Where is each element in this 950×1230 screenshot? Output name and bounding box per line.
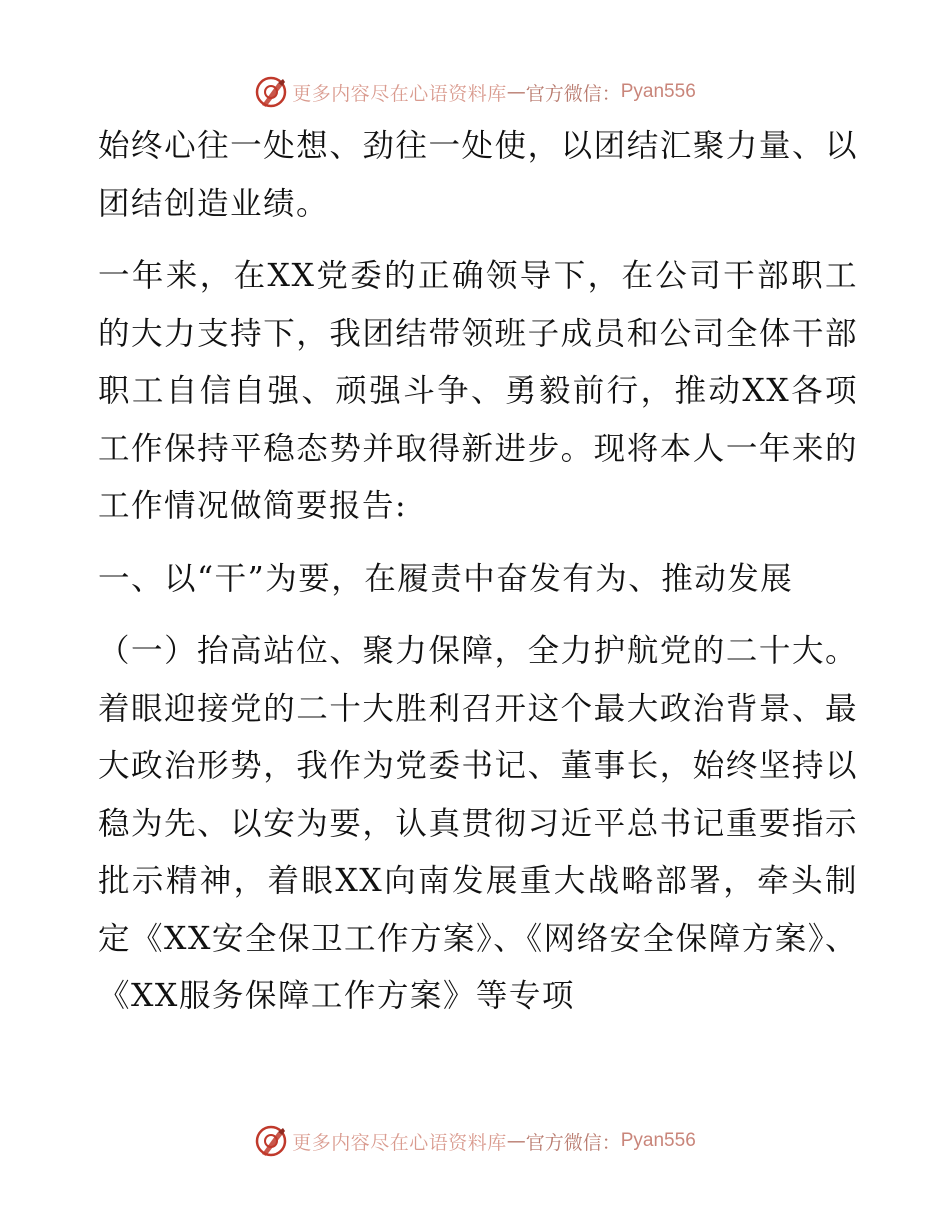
watermark-separator: — (506, 81, 526, 103)
paragraph-1: 始终心往一处想、劲往一处使，以团结汇聚力量、以团结创造业绩。 (98, 128, 858, 222)
paragraph-3: （一）抬高站位、聚力保障，全力护航党的二十大。着眼迎接党的二十大胜利召开这个最大政治背景、最大政治形势，我作为党委书记、董事长，始终坚持以稳为先、以安为要，认真贯彻习近平总书记重要指示批示精神，着眼XX向南发展重大战略部署，牵头制定《XX安全保卫工作方案》、《网络安全保障方案》、《XX服务保障工作方案》等专项 (98, 633, 858, 1014)
watermark-handle: Pyan556 (620, 81, 696, 102)
watermark-separator: — (506, 1130, 526, 1152)
watermark-official-text: 官方微信： (525, 82, 621, 105)
paragraph-2: 一年来，在XX党委的正确领导下，在公司干部职工的大力支持下，我团结带领班子成员和公司全体干部职工自信自强、顽强斗争、勇毅前行，推动XX各项工作保持平稳态势并取得新进步。现将本人一年来的工作情况做简要报告: (98, 258, 858, 524)
document-body (98, 118, 858, 1041)
watermark-main-text: 更多内容尽在心语资料库 (292, 82, 507, 105)
pen-logo-icon (254, 75, 288, 109)
watermark-footer (0, 1121, 950, 1161)
pen-logo-icon (254, 1124, 288, 1158)
section-heading-1: 一、以“干”为要，在履责中奋发有为、推动发展 (98, 560, 794, 597)
watermark-header (0, 72, 950, 112)
watermark-handle: Pyan556 (620, 1130, 696, 1151)
watermark-main-text: 更多内容尽在心语资料库 (292, 1131, 507, 1154)
watermark-official-text: 官方微信： (525, 1131, 621, 1154)
